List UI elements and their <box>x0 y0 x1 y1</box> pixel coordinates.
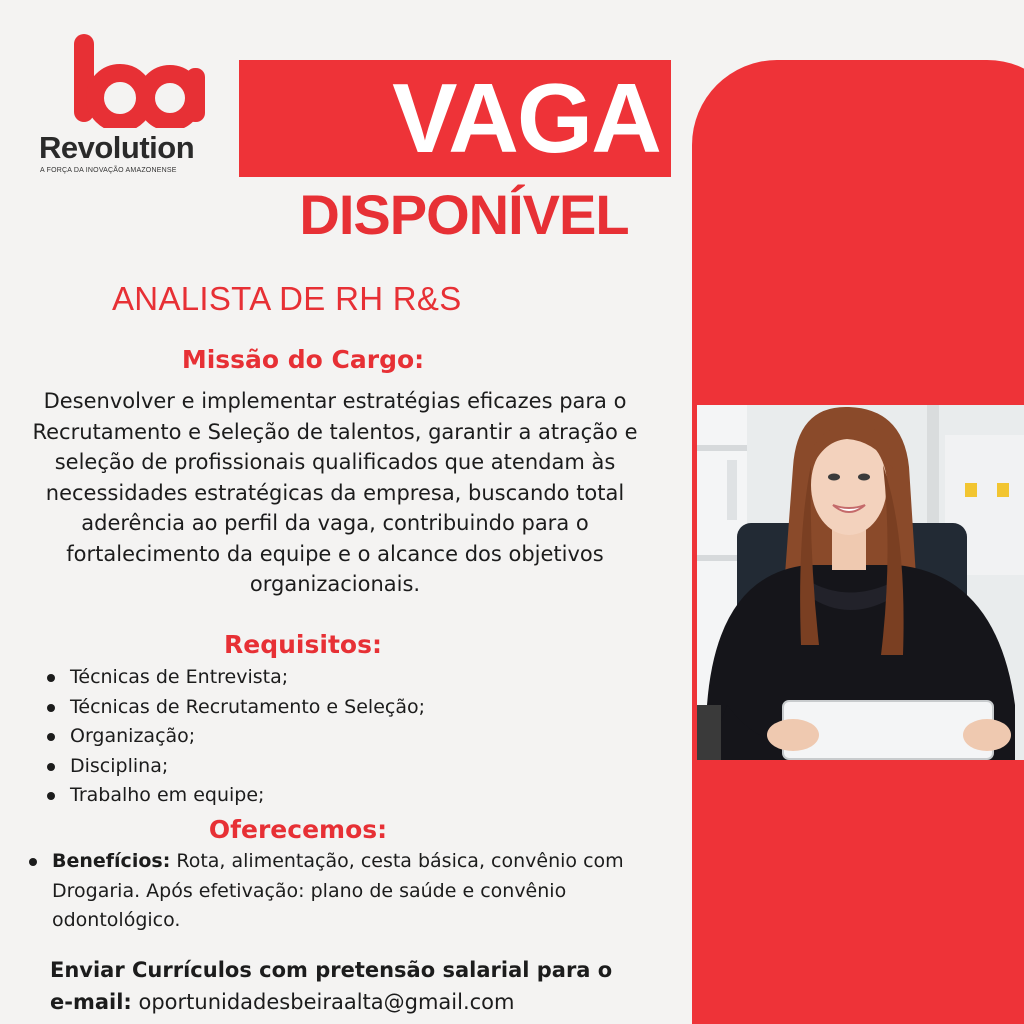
list-item <box>46 752 606 782</box>
page-title: VAGA <box>392 63 660 173</box>
list-item <box>46 781 606 811</box>
requirement-text: Técnicas de Entrevista; <box>70 666 289 688</box>
bullet-icon <box>29 858 37 866</box>
woman-photo-icon <box>697 405 1024 760</box>
brand-name: Revolution <box>39 130 195 165</box>
ba-monogram-icon <box>72 30 212 128</box>
requirement-text: Disciplina; <box>70 754 169 777</box>
list-item <box>46 722 606 752</box>
brand-tagline: A FORÇA DA INOVAÇÃO AMAZONENSE <box>40 167 177 174</box>
offers-list <box>28 847 648 936</box>
bullet-icon <box>47 674 55 682</box>
benefits-text: Rota, alimentação, cesta básica, convênio com Drogaria. Após efetivação: plano de saúde e convênio odontológico. <box>52 850 624 931</box>
contact-block <box>50 954 670 1018</box>
list-item <box>46 693 606 723</box>
bullet-icon <box>47 733 55 741</box>
requirements-heading: Requisitos: <box>224 630 382 659</box>
bullet-icon <box>47 704 55 712</box>
offers-heading: Oferecemos: <box>208 815 388 844</box>
mission-text: Desenvolver e implementar estratégias eficazes para o Recrutamento e Seleção de talentos, garantir a atração e seleção de profissionais qualificados que atendam às necessidades estratégicas da empresa, buscando total aderência ao perfil da vaga, contribuindo para o fortalecimento da equipe e o alcance dos objetivos organizacionais. <box>32 389 638 596</box>
list-item <box>28 847 648 936</box>
requirement-text: Trabalho em equipe; <box>70 784 265 806</box>
email-address[interactable]: oportunidadesbeiraalta@gmail.com <box>138 990 515 1014</box>
contact-instruction: Enviar Currículos com pretensão salarial para o <box>50 958 613 982</box>
requirement-text: Técnicas de Recrutamento e Seleção; <box>70 695 425 718</box>
list-item <box>46 663 606 693</box>
bullet-icon <box>47 763 55 771</box>
bullet-icon <box>47 792 55 800</box>
requirements-list <box>46 663 606 811</box>
woman-with-tablet-photo <box>697 405 1024 760</box>
company-logo <box>36 30 216 175</box>
requirement-text: Organização; <box>70 725 196 747</box>
job-title: ANALISTA DE RH R&S <box>112 280 462 317</box>
page-subtitle: DISPONÍVEL <box>299 183 629 246</box>
mission-heading: Missão do Cargo: <box>181 345 425 374</box>
benefits-label: Benefícios: <box>52 850 171 872</box>
email-label: e-mail: <box>50 990 132 1014</box>
